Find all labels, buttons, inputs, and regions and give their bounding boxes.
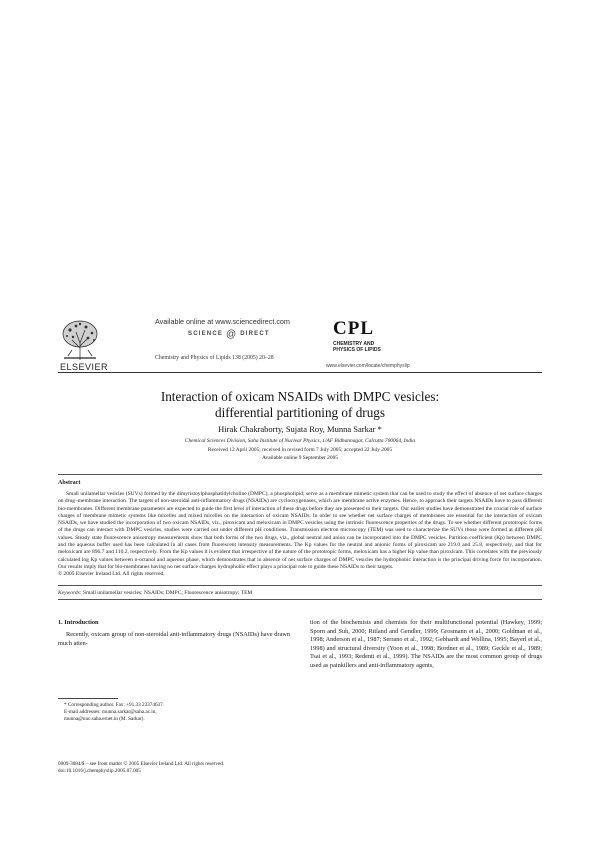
publisher-name: ELSEVIER	[60, 362, 109, 372]
author-list: Hirak Chakraborty, Sujata Roy, Munna Sarkar *	[218, 424, 382, 434]
footer-doi[interactable]: doi:10.1016/j.chemphyslip.2005.07.005	[58, 768, 141, 774]
journal-abbrev-logo: CPL	[333, 318, 374, 339]
footer-issn: 0009-3084/$ – see front matter © 2005 Elsevier Ireland Ltd. All rights reserved.	[58, 761, 225, 767]
intro-paragraph-continued: tion of the biochemists and chemists for their multifunctional potential (Hawkey, 1999; Sporn and Suh, 2000; Ritland and Gendler, 1999; Grosmann et al., 2000; Goldman et al., 1998; Anderson et al., 1987; Serrano et al., 1992; Gebhardt and Wollina, 1995; Bayerl et al., 1998) and structural diversity (Yoon et al., 1998; Bordner et al., 1989; Geckle et al., 1989; Tsai et al., 1993; Redenti et al., 1999). The NSAIDs are the most common group of drugs used as painkillers and anti-inflammatory agents,	[310, 619, 542, 669]
elsevier-tree-logo	[58, 318, 102, 362]
intro-paragraph-start: Recently, oxicam group of non-steroidal anti-inflammatory drugs (NSAIDs) have drawn much atten-	[58, 631, 290, 647]
keywords-line	[58, 590, 542, 596]
sciencedirect-left: SCIENCE	[188, 331, 224, 337]
footnote-email-1[interactable]: E-mail addresses: munna.sarkar@saha.ac.in,	[64, 709, 157, 715]
journal-full-name	[333, 341, 393, 353]
corresponding-author-footnote	[58, 702, 290, 723]
abstract-copyright: © 2005 Elsevier Ireland Ltd. All rights reserved.	[58, 571, 165, 578]
affiliation: Chemical Sciences Division, Saha Institute of Nuclear Physics, 1/AF Bidhannagar, Calcutta 700064, India	[184, 438, 416, 444]
sciencedirect-at-icon: @	[225, 329, 238, 340]
availability-line: Available online at www.sciencedirect.com	[155, 317, 290, 326]
keywords-rule-top	[58, 585, 542, 586]
journal-name-line1: CHEMISTRY AND	[333, 341, 375, 347]
article-title	[120, 389, 480, 421]
header-rule	[58, 372, 542, 373]
footnote-email-2[interactable]: munna@nuc.saha.ernet.in (M. Sarkar).	[64, 716, 145, 722]
footnote-rule	[58, 698, 118, 699]
title-line-1: Interaction of oxicam NSAIDs with DMPC vesicles:	[160, 389, 440, 404]
online-date: Available online 9 September 2005	[262, 455, 338, 461]
keywords-list: Small unilamellar vesicles; NSAIDs; DMPC; Fluorescence anisotropy; TEM	[83, 590, 253, 596]
abstract-heading: Abstract	[58, 480, 81, 486]
footnote-corresponding: * Corresponding author. Fax: +91 33 23374637.	[64, 702, 165, 708]
received-dates: Received 12 April 2005; received in revised form 7 July 2005; accepted 22 July 2005	[207, 447, 393, 453]
abstract-text: Small unilamellar vesicles (SUVs) formed by the dimyristoylphosphatidylcholine (DMPC), a phospholipid; serve as a membrane mimetic system that can be used to study the effect of absence of net surface charges on drug–membrane interaction. The targets of non-steroidal anti-inflammatory drugs (NSAIDs) are cyclooxygenases, which are membrane active enzymes. Hence, to approach their targets NSAIDs have to pass different bio-membranes. Different membrane parameters are expected to guide the first level of interaction of these drugs before they are presented to their targets. Our earlier studies have demonstrated the crucial role of surface charges of membrane mimetic systems like micelles and mixed micelles on the interaction of oxicam NSAIDs. In order to see whether net surface charges of membranes are essential for the interaction of oxicam NSAIDs, we have studied the incorporation of two oxicam NSAIDs, viz., piroxicam and meloxicam in DMPC vesicles using the intrinsic fluorescence properties of the drugs. To see whether different prototropic forms of the drugs can interact with DMPC vesicles, studies were carried out under different pH conditions. Transmission electron microscopy (TEM) was used to characterize the SUVs those were formed at different pH values. Steady state fluorescence anisotropy measurements show that both forms of the two drugs, viz., global neutral and anion can be incorporated into the DMPC vesicles. Partition coefficient (Kp) between DMPC and the aqueous buffer used has been calculated in all cases from fluorescent intensity measurements. The Kp values for the neutral and anionic forms of piroxicam are 219.0 and 25.8, respectively, and that for meloxicam are 896.7 and 110.2, respectively. From the Kp values it is evident that irrespective of the nature of the prototropic forms, meloxicam has a higher Kp value than piroxicam. This correlates with the previously calculated log Kp values between n-octanol and aqueous phase, which demonstrates that in absence of net surface charges of DMPC vesicles the hydrophobic interaction is the principal driving force for incorporation. Our results imply that for bio-membranes having no net surface charges hydrophobic effect plays a principal role to guide these NSAIDs to their targets.	[58, 491, 542, 570]
journal-citation: Chemistry and Physics of Lipids 138 (2005) 20–28	[155, 355, 274, 361]
journal-name-line2: PHYSICS OF LIPIDS	[333, 347, 381, 353]
sciencedirect-right: DIRECT	[240, 331, 270, 337]
abstract-body	[58, 491, 542, 579]
section-heading-introduction: 1. Introduction	[58, 619, 99, 626]
right-column	[310, 619, 542, 671]
abstract-rule	[58, 474, 542, 475]
left-column	[58, 631, 290, 648]
keywords-label: Keywords:	[58, 590, 82, 596]
page-footer	[58, 761, 358, 775]
sciencedirect-logo	[188, 329, 270, 340]
title-line-2: differential partitioning of drugs	[214, 405, 386, 420]
keywords-rule-bottom	[58, 599, 542, 600]
journal-url[interactable]: www.elsevier.com/locate/chemphyslip	[326, 363, 410, 369]
